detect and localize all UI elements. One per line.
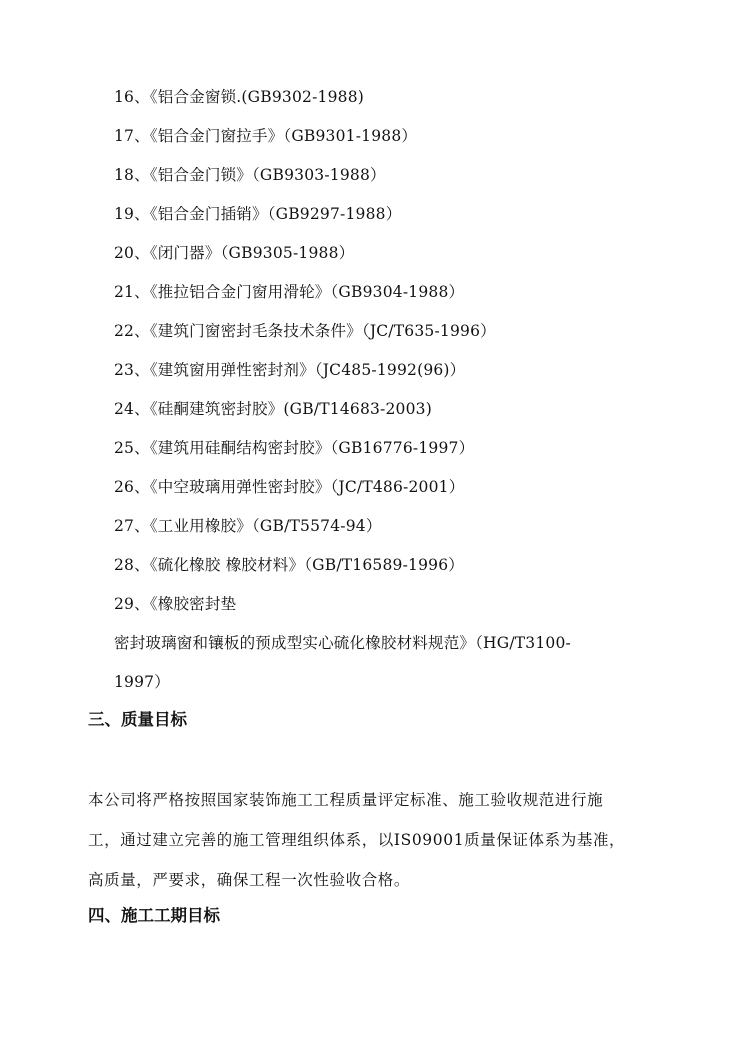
standard-item-21: 21、《推拉铝合金门窗用滑轮》（GB9304-1988）: [114, 283, 465, 301]
standard-item-28: 28、《硫化橡胶 橡胶材料》（GB/T16589-1996）: [114, 556, 464, 574]
standard-item-26: 26、《中空玻璃用弹性密封胶》（JC/T486-2001）: [114, 478, 465, 496]
standard-item-29-continuation-line: 1997）: [114, 673, 170, 691]
standard-item-29-continuation-line: 密封玻璃窗和镶板的预成型实心硫化橡胶材料规范》（HG/T3100-: [114, 634, 571, 652]
standard-item-18: 18、《铝合金门锁》（GB9303-1988）: [114, 166, 386, 184]
quality-paragraph-line: 高质量，严要求，确保工程一次性验收合格。: [88, 871, 411, 889]
standard-item-22: 22、《建筑门窗密封毛条技术条件》（JC/T635-1996）: [114, 322, 496, 340]
quality-paragraph-line: 本公司将严格按照国家装饰施工工程质量评定标准、施工验收规范进行施: [88, 791, 604, 809]
quality-paragraph-line: 工，通过建立完善的施工管理组织体系，以IS09001质量保证体系为基准，: [88, 831, 626, 849]
standard-item-27: 27、《工业用橡胶》（GB/T5574-94）: [114, 517, 382, 535]
standard-item-16: 16、《铝合金窗锁.(GB9302-1988): [114, 88, 364, 106]
standard-item-23: 23、《建筑窗用弹性密封剂》（JC485-1992(96)）: [114, 361, 466, 379]
section-heading-quality-goal: 三、质量目标: [88, 710, 187, 729]
standard-item-17: 17、《铝合金门窗拉手》（GB9301-1988）: [114, 127, 418, 145]
standard-item-24: 24、《硅酮建筑密封胶》(GB/T14683-2003): [114, 400, 432, 418]
standard-item-25: 25、《建筑用硅酮结构密封胶》（GB16776-1997）: [114, 439, 475, 457]
section-heading-schedule-goal: 四、施工工期目标: [88, 906, 220, 925]
standard-item-29: 29、《橡胶密封垫: [114, 595, 237, 613]
standard-item-19: 19、《铝合金门插销》（GB9297-1988）: [114, 205, 402, 223]
standard-item-20: 20、《闭门器》（GB9305-1988）: [114, 244, 355, 262]
